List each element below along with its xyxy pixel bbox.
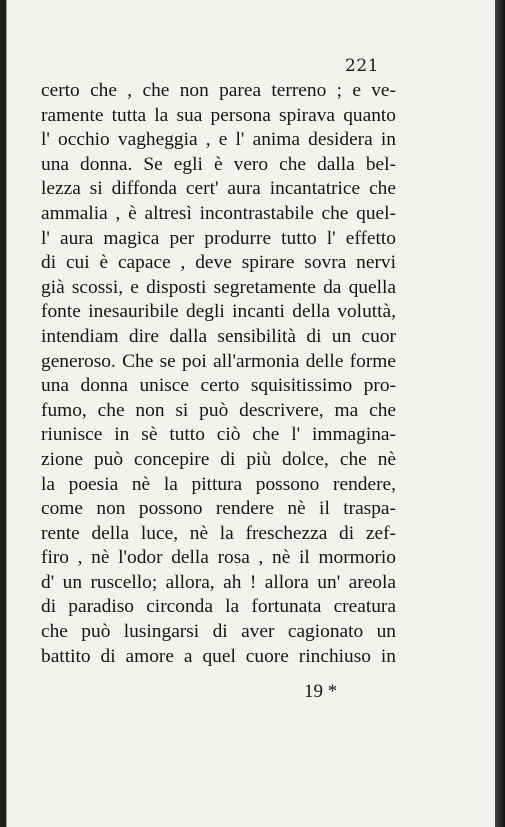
text-line: rente della luce, nè la freschezza di zef-	[41, 522, 396, 544]
body-text	[41, 79, 396, 669]
page-edge-shadow	[495, 0, 505, 827]
text-line: l' occhio vagheggia , e l' anima desidera in	[41, 129, 396, 151]
text-line: l' aura magica per produrre tutto l' effetto	[41, 227, 396, 249]
book-page	[6, 0, 498, 827]
text-line: una donna. Se egli è vero che dalla bel-	[41, 153, 396, 175]
text-line: fumo, che non si può descrivere, ma che	[41, 399, 396, 421]
text-line: firo , nè l'odor della rosa , nè il mormorio	[41, 547, 396, 569]
signature-mark: 19 *	[304, 681, 338, 702]
text-line: zione può concepire di più dolce, che nè	[41, 448, 396, 470]
page-number: 221	[345, 56, 379, 76]
text-line: fonte inesauribile degli incanti della voluttà,	[41, 301, 396, 323]
text-line: d' un ruscello; allora, ah ! allora un' areola	[41, 571, 396, 593]
text-line: lezza si diffonda cert' aura incantatrice che	[41, 178, 396, 200]
text-line: che può lusingarsi di aver cagionato un	[41, 621, 396, 643]
text-line: una donna unisce certo squisitissimo pro-	[41, 375, 396, 397]
text-line: certo che , che non parea terreno ; e ve-	[41, 80, 396, 101]
text-line: generoso. Che se poi all'armonia delle forme	[41, 350, 396, 372]
text-line: battito di amore a quel cuore rinchiuso in	[41, 645, 396, 667]
text-line: di paradiso circonda la fortunata creatura	[41, 596, 396, 618]
text-line: già scossi, e disposti segretamente da quella	[41, 276, 396, 298]
text-line: di cui è capace , deve spirare sovra nervi	[41, 252, 396, 274]
text-line: ramente tutta la sua persona spirava quanto	[41, 104, 396, 126]
text-line: riunisce in sè tutto ciò che l' immagina-	[41, 424, 396, 446]
text-line: ammalia , è altresì incontrastabile che quel-	[41, 202, 396, 224]
text-line: come non possono rendere nè il traspa-	[41, 498, 396, 520]
text-line: la poesia nè la pittura possono rendere,	[41, 473, 396, 495]
text-line: intendiam dire dalla sensibilità di un cuor	[41, 325, 396, 347]
